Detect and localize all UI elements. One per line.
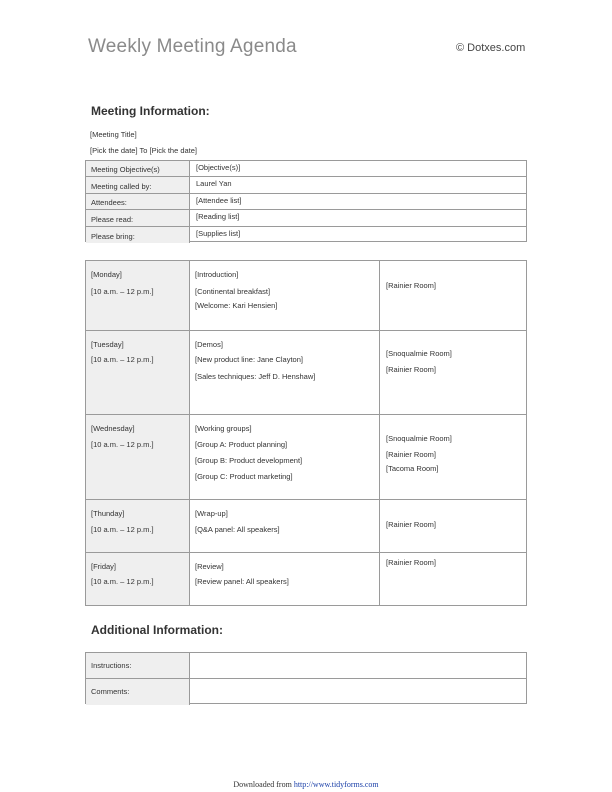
room-item[interactable]: [Rainier Room]	[386, 520, 437, 529]
info-row-please-bring	[86, 227, 526, 243]
topic-item[interactable]: [Welcome: Kari Hensien]	[195, 301, 278, 310]
day-label[interactable]: [Monday]	[91, 270, 122, 279]
info-row-called-by	[86, 177, 526, 193]
room-item[interactable]: [Rainier Room]	[386, 450, 437, 459]
room-item[interactable]: [Rainier Room]	[386, 365, 437, 374]
info-label: Meeting called by:	[91, 181, 152, 191]
comments-label: Comments:	[91, 687, 130, 696]
instructions-label: Instructions:	[91, 661, 132, 670]
topic-item[interactable]: [Working groups]	[195, 424, 252, 433]
info-label: Please bring:	[91, 231, 135, 241]
footer-link[interactable]: http://www.tidyforms.com	[293, 780, 379, 789]
topic-item[interactable]: [Review]	[195, 562, 224, 571]
info-label: Please read:	[91, 214, 134, 224]
info-value[interactable]: [Supplies list]	[196, 228, 241, 238]
info-row-attendees	[86, 194, 526, 210]
date-range-field[interactable]: [Pick the date] To [Pick the date]	[90, 146, 198, 155]
info-value[interactable]: Laurel Yan	[196, 179, 232, 189]
info-label: Meeting Objective(s)	[91, 165, 160, 175]
meeting-info-table	[85, 160, 527, 242]
info-value[interactable]: [Objective(s)]	[196, 163, 241, 172]
time-label[interactable]: [10 a.m. – 12 p.m.]	[91, 440, 154, 449]
room-item[interactable]: [Tacoma Room]	[386, 464, 439, 473]
day-label[interactable]: [Thunday]	[91, 509, 125, 518]
instructions-row	[86, 653, 526, 679]
comments-row	[86, 679, 526, 705]
topic-item[interactable]: [Review panel: All speakers]	[195, 577, 289, 586]
info-row-objectives	[86, 161, 526, 177]
download-footer	[0, 780, 612, 789]
additional-info-table	[85, 652, 527, 704]
topic-item[interactable]: [Group C: Product marketing]	[195, 472, 293, 481]
info-value[interactable]: [Attendee list]	[196, 195, 242, 205]
topic-item[interactable]: [Wrap-up]	[195, 509, 228, 518]
day-label[interactable]: [Tuesday]	[91, 340, 124, 349]
topic-item[interactable]: [New product line: Jane Clayton]	[195, 355, 303, 364]
document-title: Weekly Meeting Agenda	[88, 36, 297, 57]
day-label[interactable]: [Wednesday]	[91, 424, 135, 433]
time-label[interactable]: [10 a.m. – 12 p.m.]	[91, 287, 154, 296]
room-item[interactable]: [Rainier Room]	[386, 281, 437, 290]
topic-item[interactable]: [Demos]	[195, 340, 223, 349]
brand-credit: © Dotxes.com	[456, 42, 526, 54]
time-label[interactable]: [10 a.m. – 12 p.m.]	[91, 525, 154, 534]
info-value[interactable]: [Reading list]	[196, 212, 240, 222]
room-item[interactable]: [Snoqualmie Room]	[386, 434, 452, 443]
topic-item[interactable]: [Q&A panel: All speakers]	[195, 525, 280, 534]
topic-item[interactable]: [Group A: Product planning]	[195, 440, 288, 449]
room-item[interactable]: [Rainier Room]	[386, 558, 437, 567]
footer-prefix: Downloaded from	[233, 780, 292, 789]
additional-info-heading: Additional Information:	[91, 623, 223, 637]
topic-item[interactable]: [Sales techniques: Jeff D. Henshaw]	[195, 372, 316, 381]
topic-item[interactable]: [Introduction]	[195, 270, 239, 279]
time-label[interactable]: [10 a.m. – 12 p.m.]	[91, 355, 154, 364]
time-label[interactable]: [10 a.m. – 12 p.m.]	[91, 577, 154, 586]
day-column	[86, 261, 190, 605]
topic-item[interactable]: [Group B: Product development]	[195, 456, 303, 465]
room-item[interactable]: [Snoqualmie Room]	[386, 349, 452, 358]
topic-item[interactable]: [Continental breakfast]	[195, 287, 271, 296]
meeting-title-field[interactable]: [Meeting Title]	[90, 130, 137, 139]
day-label[interactable]: [Friday]	[91, 562, 117, 571]
info-row-please-read	[86, 210, 526, 226]
schedule-table	[85, 260, 527, 606]
info-label: Attendees:	[91, 198, 127, 208]
meeting-info-heading: Meeting Information:	[91, 104, 210, 118]
